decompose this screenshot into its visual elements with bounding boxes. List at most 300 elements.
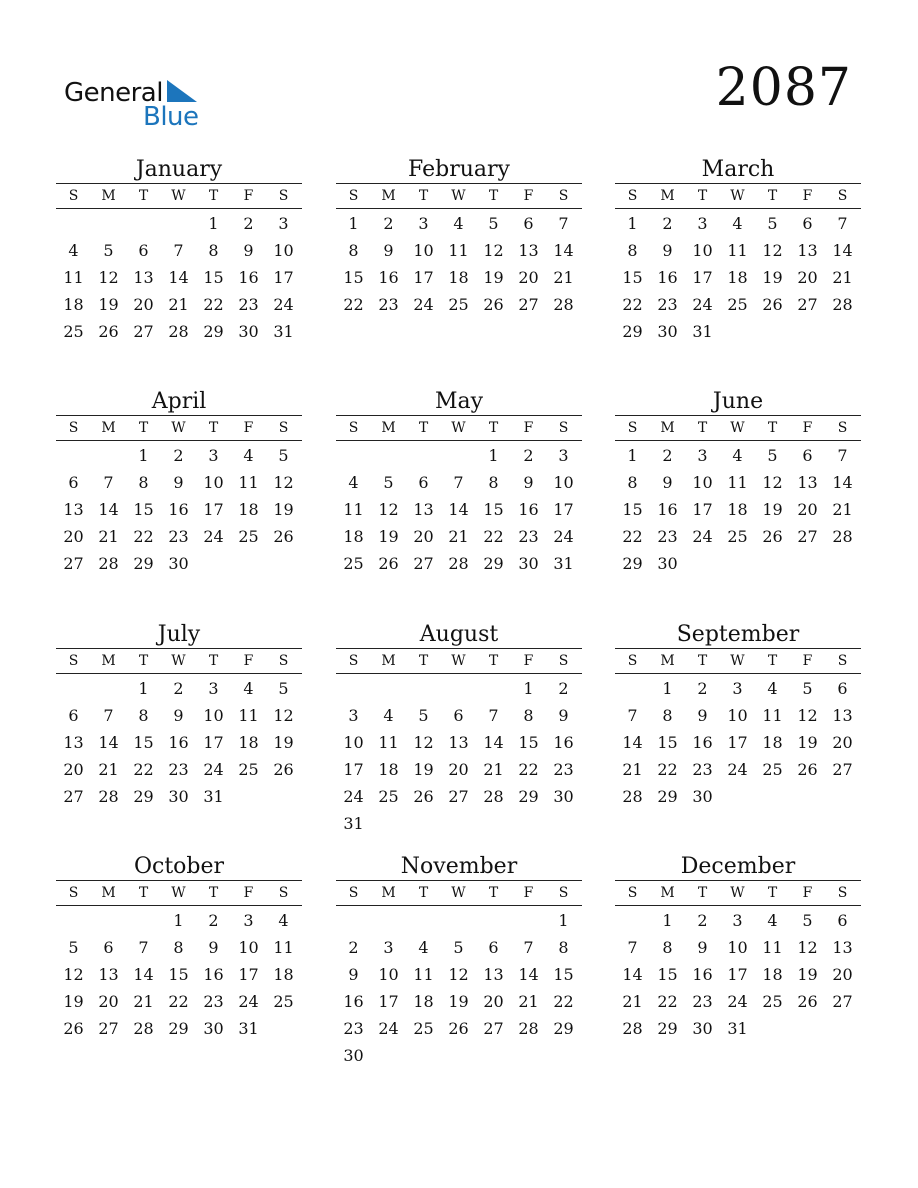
month-name: January [135,157,223,182]
week-row [615,318,861,345]
day-cell: 10 [378,965,399,984]
weeks [56,907,302,1042]
week-row [615,1015,861,1042]
weekday-label: M [101,653,116,669]
month-january [56,158,302,345]
weekday-label: T [488,653,499,669]
day-cell: 31 [692,322,713,341]
day-cell: 25 [63,322,84,341]
week-row [56,318,302,345]
weekday-header [336,880,582,906]
day-cell: 24 [273,295,294,314]
day-cell: 7 [103,473,114,492]
day-cell: 16 [168,500,189,519]
day-cell: 25 [273,992,294,1011]
logo-triangle-icon [167,80,197,102]
day-cell: 16 [553,733,574,752]
day-cell: 14 [622,733,643,752]
day-cell: 30 [692,1019,713,1038]
weekday-label: T [697,885,708,901]
weekday-label: S [68,653,79,669]
week-row [336,907,582,934]
week-row [615,988,861,1015]
day-cell: 24 [727,760,748,779]
day-cell: 16 [203,965,224,984]
week-row [336,523,582,550]
day-cell: 11 [448,241,469,260]
day-cell: 22 [133,527,154,546]
day-cell: 21 [518,992,539,1011]
month-august [336,623,582,837]
day-cell: 9 [523,473,534,492]
month-name: May [434,389,484,414]
weekday-label: T [767,885,778,901]
day-cell: 27 [518,295,539,314]
day-cell: 25 [762,992,783,1011]
day-cell: 30 [168,554,189,573]
week-row [56,469,302,496]
day-cell: 9 [662,473,673,492]
day-cell: 4 [732,446,743,465]
day-cell: 9 [348,965,359,984]
day-cell: 18 [378,760,399,779]
week-row [336,756,582,783]
day-cell: 7 [627,938,638,957]
day-cell: 7 [488,706,499,725]
day-cell: 25 [727,527,748,546]
week-row [336,988,582,1015]
day-cell: 4 [243,679,254,698]
day-cell: 22 [657,760,678,779]
weekday-label: S [558,420,569,436]
weekday-label: S [558,653,569,669]
day-cell: 24 [343,787,364,806]
day-cell: 2 [558,679,569,698]
day-cell: 16 [657,268,678,287]
day-cell: 20 [797,268,818,287]
day-cell: 7 [627,706,638,725]
weekday-label: M [381,188,396,204]
day-cell: 26 [797,992,818,1011]
day-cell: 19 [378,527,399,546]
day-cell: 30 [518,554,539,573]
week-row [56,702,302,729]
day-cell: 10 [553,473,574,492]
day-cell: 19 [98,295,119,314]
day-cell: 27 [832,992,853,1011]
day-cell: 28 [483,787,504,806]
week-row [615,264,861,291]
day-cell: 1 [627,214,638,233]
day-cell: 8 [662,938,673,957]
day-cell: 15 [168,965,189,984]
day-cell: 8 [138,706,149,725]
weekday-header [615,648,861,674]
day-cell: 11 [343,500,364,519]
month-name: June [712,389,764,414]
weekday-label: S [68,885,79,901]
day-cell: 1 [138,679,149,698]
day-cell: 3 [208,679,219,698]
day-cell: 14 [133,965,154,984]
week-row [56,729,302,756]
weekday-label: F [243,420,254,436]
day-cell: 24 [413,295,434,314]
day-cell: 20 [63,527,84,546]
day-cell: 15 [553,965,574,984]
day-cell: 28 [518,1019,539,1038]
day-cell: 3 [348,706,359,725]
day-cell: 2 [383,214,394,233]
weekday-label: W [730,188,745,204]
day-cell: 14 [553,241,574,260]
day-cell: 27 [832,760,853,779]
month-april [56,390,302,577]
weekday-label: S [837,420,848,436]
day-cell: 17 [273,268,294,287]
day-cell: 6 [453,706,464,725]
day-cell: 20 [448,760,469,779]
day-cell: 20 [133,295,154,314]
day-cell: 12 [762,241,783,260]
weekday-label: S [627,885,638,901]
day-cell: 17 [413,268,434,287]
day-cell: 8 [558,938,569,957]
week-row [615,210,861,237]
weekday-label: T [418,420,429,436]
weekday-label: T [208,885,219,901]
day-cell: 27 [63,787,84,806]
month-march [615,158,861,345]
day-cell: 4 [767,911,778,930]
weekday-label: W [451,188,466,204]
day-cell: 22 [168,992,189,1011]
weekday-header [615,183,861,209]
day-cell: 23 [553,760,574,779]
day-cell: 26 [378,554,399,573]
day-cell: 29 [133,787,154,806]
day-cell: 20 [832,733,853,752]
day-cell: 18 [238,500,259,519]
day-cell: 26 [63,1019,84,1038]
day-cell: 4 [732,214,743,233]
day-cell: 3 [383,938,394,957]
day-cell: 13 [518,241,539,260]
day-cell: 10 [343,733,364,752]
day-cell: 11 [63,268,84,287]
day-cell: 6 [138,241,149,260]
day-cell: 1 [627,446,638,465]
day-cell: 10 [692,241,713,260]
weekday-header [615,880,861,906]
day-cell: 14 [98,733,119,752]
week-row [56,442,302,469]
day-cell: 19 [762,268,783,287]
week-row [336,934,582,961]
day-cell: 21 [133,992,154,1011]
weekday-label: F [802,420,813,436]
week-row [56,961,302,988]
weekday-label: T [697,188,708,204]
week-row [336,961,582,988]
day-cell: 30 [203,1019,224,1038]
day-cell: 26 [273,527,294,546]
weekday-header [56,183,302,209]
week-row [615,496,861,523]
day-cell: 29 [622,554,643,573]
day-cell: 27 [797,527,818,546]
day-cell: 29 [483,554,504,573]
day-cell: 10 [727,706,748,725]
day-cell: 17 [203,500,224,519]
day-cell: 23 [692,760,713,779]
day-cell: 23 [343,1019,364,1038]
day-cell: 13 [448,733,469,752]
week-row [615,907,861,934]
week-row [56,550,302,577]
weeks [56,210,302,345]
day-cell: 30 [657,554,678,573]
day-cell: 19 [273,733,294,752]
day-cell: 29 [657,787,678,806]
week-row [56,988,302,1015]
month-name: August [419,622,499,647]
day-cell: 23 [657,527,678,546]
day-cell: 15 [657,965,678,984]
weekday-label: W [451,885,466,901]
day-cell: 23 [238,295,259,314]
month-july [56,623,302,810]
day-cell: 26 [762,527,783,546]
weekday-label: T [488,885,499,901]
day-cell: 6 [68,473,79,492]
day-cell: 19 [797,733,818,752]
weekday-label: M [101,420,116,436]
month-name: September [676,622,800,647]
weeks [615,210,861,345]
day-cell: 1 [662,911,673,930]
week-row [336,702,582,729]
day-cell: 11 [762,706,783,725]
day-cell: 12 [797,938,818,957]
day-cell: 1 [662,679,673,698]
day-cell: 23 [168,760,189,779]
day-cell: 16 [378,268,399,287]
day-cell: 18 [762,965,783,984]
day-cell: 1 [558,911,569,930]
day-cell: 8 [662,706,673,725]
day-cell: 11 [762,938,783,957]
day-cell: 25 [378,787,399,806]
weekday-label: T [488,420,499,436]
day-cell: 10 [413,241,434,260]
day-cell: 9 [558,706,569,725]
day-cell: 18 [273,965,294,984]
day-cell: 22 [133,760,154,779]
day-cell: 5 [278,446,289,465]
weekday-label: W [451,653,466,669]
week-row [336,496,582,523]
day-cell: 17 [343,760,364,779]
weekday-label: S [348,885,359,901]
weeks [56,442,302,577]
day-cell: 5 [103,241,114,260]
day-cell: 4 [767,679,778,698]
week-row [615,783,861,810]
day-cell: 12 [63,965,84,984]
weekday-label: F [523,420,534,436]
day-cell: 11 [378,733,399,752]
day-cell: 9 [697,938,708,957]
weekday-label: F [523,653,534,669]
weekday-label: W [730,420,745,436]
month-name: July [157,622,201,647]
week-row [56,210,302,237]
day-cell: 8 [348,241,359,260]
day-cell: 5 [802,911,813,930]
weekday-label: F [243,885,254,901]
weekday-label: W [171,653,186,669]
weeks [615,907,861,1042]
day-cell: 26 [483,295,504,314]
day-cell: 13 [413,500,434,519]
weekday-label: S [348,653,359,669]
weekday-label: W [451,420,466,436]
weekday-label: M [660,420,675,436]
day-cell: 6 [802,214,813,233]
weekday-label: T [697,420,708,436]
day-cell: 26 [762,295,783,314]
day-cell: 21 [832,268,853,287]
day-cell: 21 [448,527,469,546]
month-february [336,158,582,318]
weekday-label: S [278,188,289,204]
day-cell: 20 [832,965,853,984]
week-row [56,496,302,523]
day-cell: 19 [483,268,504,287]
weekday-header [336,648,582,674]
day-cell: 31 [273,322,294,341]
weekday-label: S [627,653,638,669]
day-cell: 29 [553,1019,574,1038]
day-cell: 28 [622,787,643,806]
day-cell: 22 [203,295,224,314]
year-title: 2087 [715,58,852,118]
day-cell: 2 [662,446,673,465]
day-cell: 12 [448,965,469,984]
week-row [615,934,861,961]
day-cell: 20 [63,760,84,779]
day-cell: 14 [518,965,539,984]
week-row [615,961,861,988]
weekday-label: F [523,885,534,901]
day-cell: 28 [98,787,119,806]
month-name: March [701,157,775,182]
day-cell: 22 [657,992,678,1011]
day-cell: 23 [692,992,713,1011]
day-cell: 6 [488,938,499,957]
day-cell: 3 [418,214,429,233]
day-cell: 20 [483,992,504,1011]
day-cell: 11 [238,473,259,492]
weekday-label: F [802,653,813,669]
day-cell: 29 [133,554,154,573]
day-cell: 23 [203,992,224,1011]
day-cell: 2 [697,911,708,930]
day-cell: 6 [837,679,848,698]
weekday-header [336,183,582,209]
day-cell: 14 [448,500,469,519]
week-row [615,523,861,550]
day-cell: 30 [657,322,678,341]
day-cell: 29 [168,1019,189,1038]
weekday-label: W [730,653,745,669]
day-cell: 31 [727,1019,748,1038]
weekday-label: M [660,885,675,901]
day-cell: 16 [238,268,259,287]
day-cell: 24 [378,1019,399,1038]
day-cell: 19 [797,965,818,984]
week-row [336,1042,582,1069]
day-cell: 10 [203,473,224,492]
day-cell: 10 [727,938,748,957]
day-cell: 18 [448,268,469,287]
day-cell: 4 [453,214,464,233]
week-row [56,675,302,702]
day-cell: 22 [343,295,364,314]
weekday-label: T [138,420,149,436]
day-cell: 9 [173,706,184,725]
week-row [56,756,302,783]
weekday-label: S [837,885,848,901]
day-cell: 14 [483,733,504,752]
day-cell: 28 [448,554,469,573]
day-cell: 2 [523,446,534,465]
month-name: December [680,854,796,879]
day-cell: 19 [762,500,783,519]
day-cell: 20 [413,527,434,546]
month-june [615,390,861,577]
day-cell: 7 [453,473,464,492]
day-cell: 7 [138,938,149,957]
day-cell: 1 [208,214,219,233]
weekday-label: S [278,885,289,901]
day-cell: 5 [767,214,778,233]
day-cell: 26 [413,787,434,806]
day-cell: 21 [622,992,643,1011]
day-cell: 12 [762,473,783,492]
day-cell: 5 [488,214,499,233]
week-row [615,291,861,318]
day-cell: 3 [697,214,708,233]
day-cell: 23 [168,527,189,546]
day-cell: 29 [622,322,643,341]
day-cell: 12 [378,500,399,519]
day-cell: 28 [168,322,189,341]
day-cell: 16 [168,733,189,752]
day-cell: 18 [343,527,364,546]
weekday-label: F [243,653,254,669]
weekday-label: T [767,653,778,669]
day-cell: 15 [622,500,643,519]
day-cell: 4 [68,241,79,260]
day-cell: 8 [488,473,499,492]
day-cell: 5 [383,473,394,492]
day-cell: 5 [802,679,813,698]
week-row [336,264,582,291]
day-cell: 6 [418,473,429,492]
weekday-label: T [418,188,429,204]
